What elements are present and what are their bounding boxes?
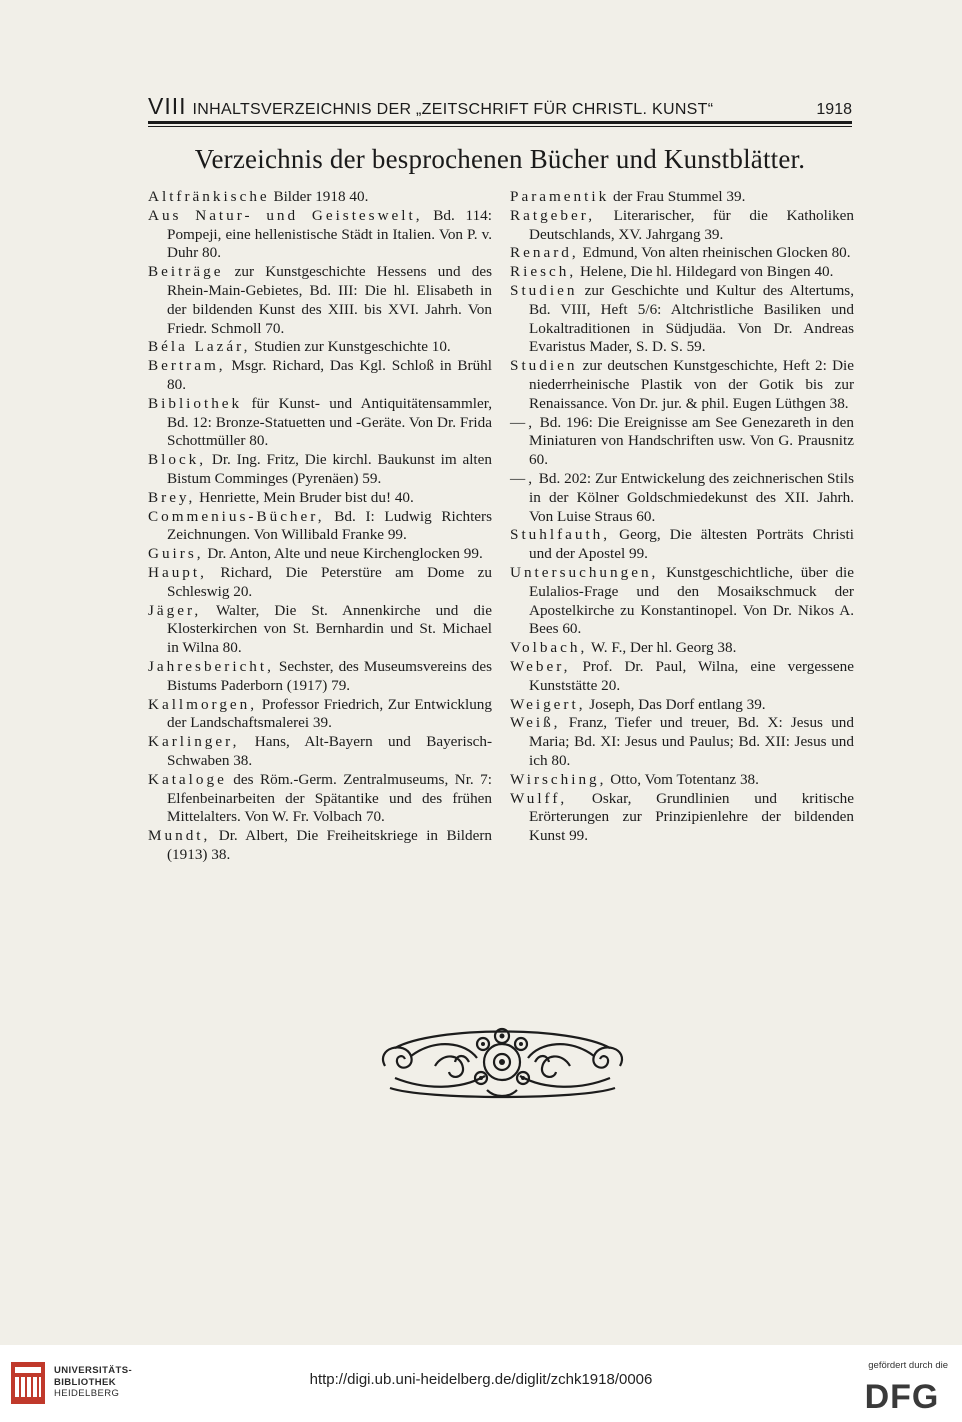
entry-text: Literarischer, für die Katholiken Deutschlands, XV. Jahrgang 39. [529, 206, 854, 243]
entry-text: zur Kunstgeschichte Hessens und des Rhein-Main-Gebietes, Bd. III: Die hl. Elisabeth in der bildenden Kunst des XIII. bis XVI. Jahrh. Von Friedr. Schmoll 70. [167, 263, 492, 337]
entry-text: Richard, Die Peterstüre am Dome zu Schleswig 20. [167, 563, 492, 600]
dfg-logo-icon [856, 1377, 948, 1413]
dfg-logo-text: DFG [864, 1378, 940, 1413]
entry-text: Henriette, Mein Bruder bist du! 40. [195, 488, 414, 506]
entry-text: Bd. I: Ludwig Richters Zeichnungen. Von Willibald Franke 99. [167, 507, 492, 544]
index-entry [148, 545, 492, 564]
index-entry [148, 733, 492, 771]
entry-keyword: Volbach, [510, 639, 588, 657]
entry-text: des Röm.-Germ. Zentralmuseums, Nr. 7: Elfenbeinarbeiten der Spätantike und des frühen Mittelalters. Von W. Fr. Volbach 70. [167, 770, 492, 826]
index-entry [510, 564, 854, 639]
page-number-roman: VIII [148, 93, 187, 119]
entry-text: Bd. 196: Die Ereignisse am See Genezareth in den Miniaturen von Handschriften usw. Von G. Prausnitz 60. [529, 413, 854, 469]
entry-keyword: Jahresbericht, [148, 657, 274, 675]
entry-keyword: Untersuchungen, [510, 563, 659, 581]
index-entry [510, 207, 854, 245]
entry-keyword: Wirsching, [510, 770, 607, 788]
entry-keyword: Haupt, [148, 563, 207, 581]
section-title: Verzeichnis der besprochenen Bücher und Kunstblätter. [194, 144, 806, 174]
index-entry [148, 827, 492, 865]
library-name-line1: UNIVERSITÄTS- [54, 1365, 133, 1376]
library-name-line2: BIBLIOTHEK [54, 1376, 117, 1388]
library-name-line3: HEIDELBERG [54, 1388, 120, 1399]
entry-keyword: Weber, [510, 657, 571, 675]
entry-text: Kunstgeschichtliche, über die Eulalios-Frage und den Mosaikschmuck der Apostelkirche zu Konstantinopel. Von Dr. Nikos A. Bees 60. [529, 563, 854, 638]
entry-keyword: Commenius-Bücher, [148, 507, 325, 525]
index-entry [510, 282, 854, 357]
entry-keyword: Kallmorgen, [148, 695, 258, 713]
index-entry [148, 207, 492, 263]
entry-text: Dr. Albert, Die Freiheitskriege in Bildern (1913) 38. [167, 827, 492, 863]
index-entry [148, 338, 492, 357]
entry-text: W. F., Der hl. Georg 38. [587, 639, 737, 657]
entry-keyword: Altfränkische [148, 188, 270, 205]
entry-text: Dr. Anton, Alte und neue Kirchenglocken 99. [203, 545, 483, 563]
header-rule-thick [148, 121, 852, 124]
entry-keyword: Bertram, [148, 357, 226, 375]
entry-keyword: Weigert, [510, 695, 586, 713]
entry-text: Edmund, Von alten rheinischen Glocken 80. [578, 244, 851, 262]
entry-keyword: Jäger, [148, 601, 202, 619]
entry-keyword: Paramentik [510, 188, 610, 205]
index-entry [510, 263, 854, 282]
entry-text: Georg, Die ältesten Porträts Christi und der Apostel 99. [529, 526, 854, 563]
index-entry [510, 414, 854, 470]
entry-keyword: —, [510, 469, 535, 487]
index-entry [510, 790, 854, 846]
entry-text: für Kunst- und Antiquitätensammler, Bd. 12: Bronze-Statuetten und -Geräte. Von Dr. Frida Schottmüller 80. [167, 394, 492, 450]
index-entry [510, 639, 854, 658]
entry-text: Msgr. Richard, Das Kgl. Schloß in Brühl 80. [167, 357, 492, 393]
index-entry [148, 357, 492, 395]
entry-keyword: Studien [510, 357, 578, 375]
permalink-url[interactable]: http://digi.ub.uni-heidelberg.de/diglit/zchk1918/0006 [309, 1371, 653, 1388]
journal-year: 1918 [816, 101, 852, 118]
index-entry [148, 489, 492, 508]
index-entry [148, 395, 492, 451]
entry-text: Hans, Alt-Bayern und Bayerisch-Schwaben 38. [167, 733, 492, 769]
index-entry [148, 451, 492, 489]
index-entry [148, 564, 492, 602]
entry-keyword: Beiträge [148, 263, 224, 281]
entry-keyword: Renard, [510, 244, 579, 262]
entry-text: Walter, Die St. Annenkirche und die Klosterkirchen von St. Bernhardin und St. Michael in Wilna 80. [167, 601, 492, 657]
entry-text: Joseph, Das Dorf entlang 39. [585, 695, 766, 713]
entry-text: Helene, Die hl. Hildegard von Bingen 40. [576, 263, 834, 281]
entry-keyword: Weiß, [510, 714, 561, 732]
index-entry [148, 771, 492, 827]
entry-text: Bilder 1918 40. [269, 188, 369, 205]
index-entry [510, 714, 854, 770]
entry-keyword: Riesch, [510, 263, 577, 281]
running-header [148, 93, 852, 119]
index-entry [510, 658, 854, 696]
entry-text: Professor Friedrich, Zur Entwicklung der Landschaftsmalerei 39. [167, 695, 492, 732]
entry-keyword: Ratgeber, [510, 206, 596, 224]
index-entry [148, 696, 492, 734]
entry-text: Bd. 114: Pompeji, eine hellenistische Städt in Italien. Von P. v. Duhr 80. [167, 206, 492, 262]
index-entry [148, 263, 492, 338]
entry-text: Sechster, des Museumsvereins des Bistums Paderborn (1917) 79. [167, 657, 492, 694]
index-entry [510, 696, 854, 715]
index-entry [510, 244, 854, 263]
index-entry [148, 188, 492, 207]
index-entry [510, 357, 854, 413]
entry-keyword: Brey, [148, 488, 196, 506]
index-entry [510, 470, 854, 526]
entry-text: der Frau Stummel 39. [609, 188, 746, 205]
entry-text: Oskar, Grundlinien und kritische Erörterungen zur Prinzipienlehre der bildenden Kunst 99. [529, 789, 854, 845]
entry-text: Prof. Dr. Paul, Wilna, eine vergessene Kunststätte 20. [529, 657, 854, 694]
floral-ornament-icon [365, 1018, 640, 1103]
index-entry [510, 771, 854, 790]
right-column [510, 188, 854, 846]
index-entry [148, 508, 492, 546]
index-entry [148, 602, 492, 658]
journal-title: INHALTSVERZEICHNIS DER „ZEITSCHRIFT FÜR CHRISTL. KUNST“ [192, 101, 714, 118]
entry-keyword: Bibliothek [148, 394, 243, 412]
entry-keyword: Stuhlfauth, [510, 526, 611, 544]
entry-text: Dr. Ing. Fritz, Die kirchl. Baukunst im alten Bistum Comminges (Pyrenäen) 59. [167, 451, 492, 487]
index-entry [148, 658, 492, 696]
entry-keyword: Karlinger, [148, 733, 240, 751]
entry-keyword: Guirs, [148, 545, 204, 563]
entry-text: zur deutschen Kunstgeschichte, Heft 2: Die niederrheinische Plastik von der Gotik bis zur Renaissance. Von Dr. jur. & phil. Eugen Lüthgen 38. [529, 357, 854, 412]
entry-text: Studien zur Kunstgeschichte 10. [250, 338, 451, 356]
entry-keyword: Mundt, [148, 827, 211, 845]
entry-keyword: Block, [148, 451, 207, 469]
entry-text: Otto, Vom Totentanz 38. [606, 770, 759, 788]
entry-keyword: Wulff, [510, 789, 568, 807]
index-entry [510, 188, 854, 207]
entry-keyword: —, [510, 413, 535, 431]
entry-text: zur Geschichte und Kultur des Altertums, Bd. VIII, Heft 5/6: Altchristliche Basiliken und Lokaltraditionen in Südjudäa. Von Dr. Andreas Evaristus Mader, S. D. S. 59. [529, 281, 854, 356]
entry-text: Franz, Tiefer und treuer, Bd. X: Jesus und Maria; Bd. XI: Jesus und Paulus; Bd. XII: Jesus und ich 80. [529, 714, 854, 769]
entry-keyword: Studien [510, 281, 578, 299]
sponsor-note: gefördert durch die [868, 1360, 948, 1371]
index-entry [510, 526, 854, 564]
left-column [148, 188, 492, 865]
entry-keyword: Béla Lazár, [148, 338, 251, 356]
header-rule-thin [148, 126, 852, 127]
viewer-footer [0, 1345, 962, 1422]
entry-keyword: Kataloge [148, 770, 227, 788]
entry-keyword: Aus Natur- und Geisteswelt, [148, 206, 423, 224]
entry-text: Bd. 202: Zur Entwickelung des zeichnerischen Stils in der Kölner Goldschmiedekunst des XII. Jahrh. Von Luise Straus 60. [529, 469, 854, 525]
